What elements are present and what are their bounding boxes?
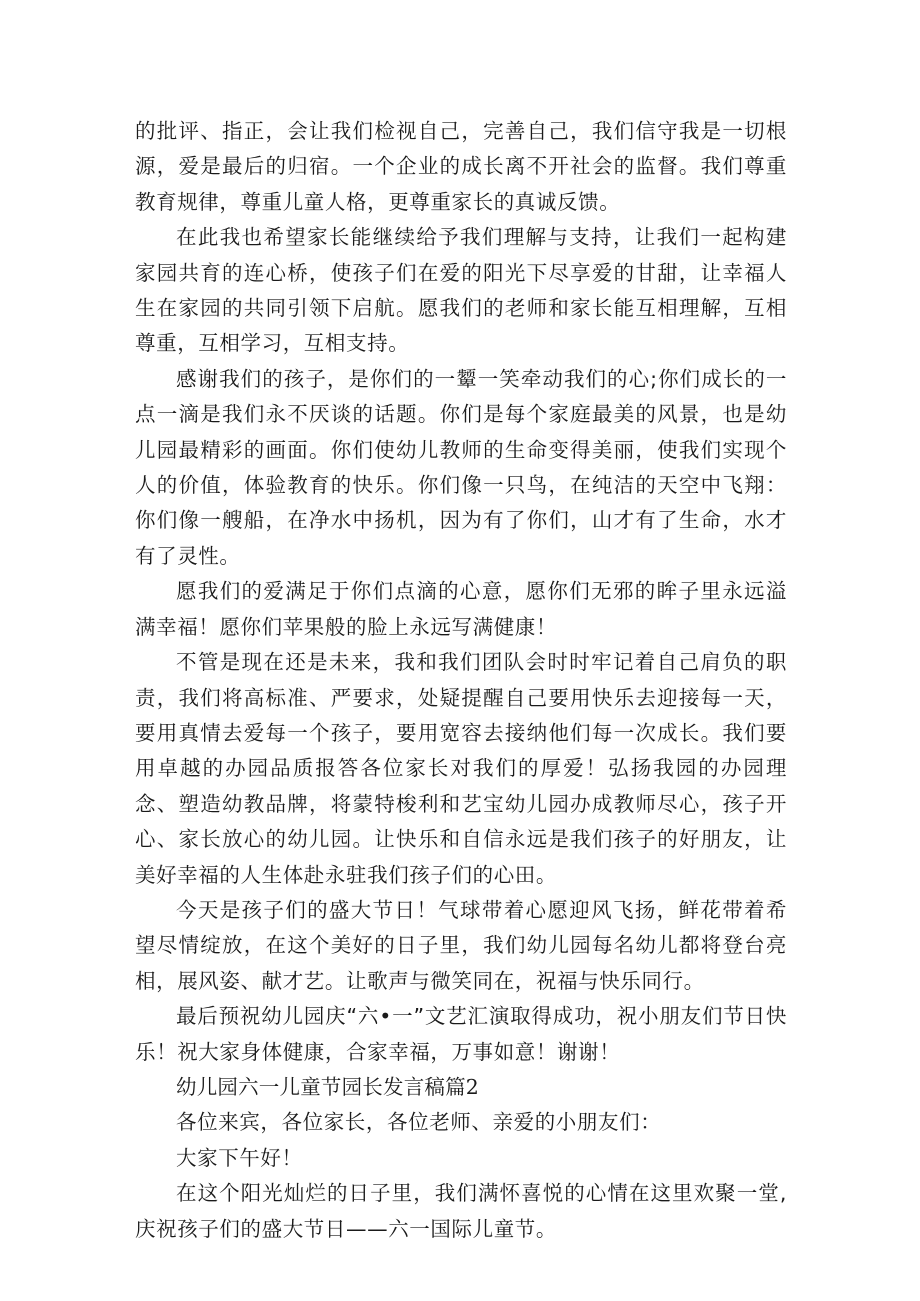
- paragraph-4: 愿我们的爱满足于你们点滴的心意，愿你们无邪的眸子里永远溢满幸福！愿你们苹果般的脸上永远写满健康！: [135, 579, 787, 639]
- section-heading: 幼儿园六一儿童节园长发言稿篇2: [176, 1074, 480, 1099]
- paragraph-1: 的批评、指正，会让我们检视自己，完善自己，我们信守我是一切根源，爱是最后的归宿。一个企业的成长离不开社会的监督。我们尊重教育规律，尊重儿童人格，更尊重家长的真诚反馈。: [135, 119, 787, 214]
- paragraph-8: 在这个阳光灿烂的日子里，我们满怀喜悦的心情在这里欢聚一堂,庆祝孩子们的盛大节日——六一国际儿童节。: [135, 1181, 787, 1241]
- paragraph-2: 在此我也希望家长能继续给予我们理解与支持，让我们一起构建家园共育的连心桥，使孩子们在爱的阳光下尽享爱的甘甜，让幸福人生在家园的共同引领下启航。愿我们的老师和家长能互相理解，互相尊重，互相学习，互相支持。: [135, 225, 787, 356]
- paragraph-5: 不管是现在还是未来，我和我们团队会时时牢记着自己肩负的职责，我们将高标准、严要求，处疑提醒自己要用快乐去迎接每一天，要用真情去爱每一个孩子，要用宽容去接纳他们每一次成长。我们要用卓越的办园品质报答各位家长对我们的厚爱！弘扬我园的办园理念、塑造幼教品牌，将蒙特梭利和艺宝幼儿园办成教师尽心，孩子开心、家长放心的幼儿园。让快乐和自信永远是我们孩子的好朋友，让美好幸福的人生体赴永驻我们孩子们的心田。: [135, 650, 787, 887]
- document-body: [135, 114, 787, 1247]
- paragraph-7: 最后预祝幼儿园庆“六•一”文艺汇演取得成功，祝小朋友们节日快乐！祝大家身体健康，合家幸福，万事如意！谢谢！: [135, 1004, 787, 1064]
- paragraph-6: 今天是孩子们的盛大节日！气球带着心愿迎风飞扬，鲜花带着希望尽情绽放，在这个美好的日子里，我们幼儿园每名幼儿都将登台亮相，展风姿、献才艺。让歌声与微笑同在，祝福与快乐同行。: [135, 897, 787, 993]
- salutation: 各位来宾，各位家长，各位老师、亲爱的小朋友们：: [176, 1110, 662, 1135]
- paragraph-3: 感谢我们的孩子，是你们的一颦一笑牵动我们的心;你们成长的一点一滴是我们永不厌谈的话题。你们是每个家庭最美的风景，也是幼儿园最精彩的画面。你们使幼儿教师的生命变得美丽，使我们实现个人的价值，体验教育的快乐。你们像一只鸟，在纯洁的天空中飞翔：你们像一艘船，在净水中扬机，因为有了你们，山才有了生命，水才有了灵性。: [135, 366, 787, 568]
- greeting: 大家下午好！: [176, 1145, 303, 1170]
